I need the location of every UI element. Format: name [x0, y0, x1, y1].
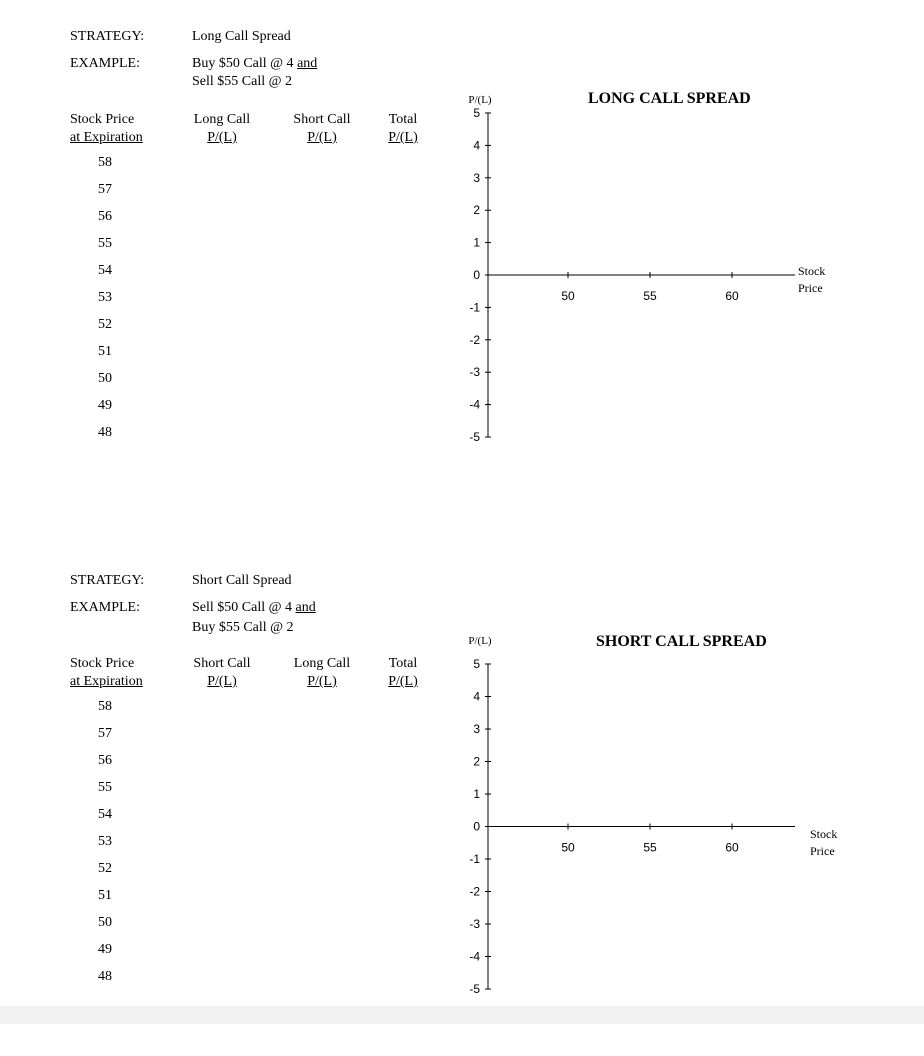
col-header-price-line-1: Stock Price: [70, 112, 135, 127]
col-header-3-line-1: Long Call: [293, 656, 351, 671]
x-tick-label: 55: [643, 840, 657, 855]
short-call-spread-section: [0, 544, 924, 1056]
y-tick-label: 4: [473, 138, 480, 153]
col-header-4-line-2: P/(L): [388, 130, 418, 145]
x-axis-label-line-1: Stock: [810, 827, 838, 841]
long-call-spread-section: [0, 0, 924, 512]
strategy-value: Long Call Spread: [192, 29, 291, 44]
page-bottom-strip: [0, 1006, 924, 1024]
y-axis-label: P/(L): [468, 94, 492, 106]
x-tick-label: 55: [643, 289, 657, 303]
price-row: 49: [98, 942, 112, 957]
long-call-spread-chart: [440, 0, 860, 470]
y-tick-label: -4: [469, 949, 480, 964]
y-tick-label: 1: [473, 235, 480, 250]
example-line-1-text: Sell $50 Call @ 4: [192, 600, 293, 615]
col-header-2-line-2: P/(L): [207, 674, 237, 689]
col-header-3-line-1: Short Call: [293, 112, 351, 127]
x-tick-label: 50: [561, 289, 575, 303]
y-tick-label: 3: [473, 722, 480, 736]
x-tick-label: 50: [561, 840, 575, 855]
y-tick-label: 3: [473, 170, 480, 185]
price-row: 48: [98, 425, 112, 440]
y-tick-label: 5: [473, 106, 480, 120]
price-row: 53: [98, 290, 112, 305]
price-row: 51: [98, 344, 112, 359]
example-and: and: [295, 600, 316, 615]
example-line-2: Sell $55 Call @ 2: [192, 74, 293, 89]
price-row: 56: [98, 209, 112, 224]
example-label: EXAMPLE:: [70, 600, 140, 615]
y-axis-label: P/(L): [468, 635, 492, 647]
example-and: and: [297, 56, 318, 71]
col-header-3-line-2: P/(L): [307, 130, 337, 145]
strategy-label: STRATEGY:: [70, 29, 145, 44]
col-header-4-line-2: P/(L): [388, 674, 418, 689]
col-header-price-line-2: at Expiration: [70, 674, 143, 689]
col-header-4-line-1: Total: [388, 656, 418, 671]
col-header-2-line-1: Long Call: [193, 112, 251, 127]
price-row: 52: [98, 317, 112, 332]
y-tick-label: -3: [469, 365, 480, 380]
x-axis-label-line-2: Price: [798, 281, 823, 295]
x-tick-label: 60: [725, 289, 739, 303]
price-row: 51: [98, 888, 112, 903]
price-row: 53: [98, 834, 112, 849]
col-header-price-line-2: at Expiration: [70, 130, 143, 145]
y-tick-label: -5: [469, 430, 480, 444]
y-tick-label: 5: [473, 657, 480, 671]
price-row: 55: [98, 780, 112, 795]
price-row: 56: [98, 753, 112, 768]
x-tick-label: 60: [725, 840, 739, 855]
strategy-value: Short Call Spread: [192, 573, 292, 588]
price-row: 52: [98, 861, 112, 876]
price-row: 58: [98, 699, 112, 714]
chart-title: SHORT CALL SPREAD: [596, 633, 767, 650]
y-tick-label: -1: [469, 300, 480, 315]
price-row: 49: [98, 398, 112, 413]
y-tick-label: -1: [469, 852, 480, 866]
y-tick-label: 1: [473, 787, 480, 801]
price-row: 57: [98, 182, 112, 197]
y-tick-label: -2: [469, 884, 480, 899]
col-header-3-line-2: P/(L): [307, 674, 337, 689]
price-row: 50: [98, 915, 112, 930]
y-tick-label: 2: [473, 754, 480, 769]
y-tick-label: -3: [469, 917, 480, 931]
y-tick-label: -4: [469, 397, 480, 412]
x-axis-label-line-1: Stock: [798, 264, 826, 278]
y-tick-label: 0: [473, 268, 480, 282]
strategy-label: STRATEGY:: [70, 573, 145, 588]
y-tick-label: 2: [473, 203, 480, 218]
price-row: 58: [98, 155, 112, 170]
price-row: 54: [98, 263, 112, 278]
col-header-price-line-1: Stock Price: [70, 656, 135, 671]
col-header-2-line-1: Short Call: [193, 656, 251, 671]
price-row: 57: [98, 726, 112, 741]
y-tick-label: 0: [473, 819, 480, 834]
example-label: EXAMPLE:: [70, 56, 140, 71]
y-tick-label: 4: [473, 689, 480, 704]
col-header-4-line-1: Total: [388, 112, 418, 127]
example-line-1: [192, 599, 316, 617]
col-header-2-line-2: P/(L): [207, 130, 237, 145]
y-tick-label: -5: [469, 982, 480, 996]
price-row: 48: [98, 969, 112, 984]
price-row: 55: [98, 236, 112, 251]
example-line-1-text: Buy $50 Call @ 4: [192, 56, 294, 71]
price-row: 54: [98, 807, 112, 822]
chart-title: LONG CALL SPREAD: [588, 90, 751, 107]
example-line-1: [192, 55, 317, 73]
short-call-spread-chart: [440, 544, 860, 1014]
price-row: 50: [98, 371, 112, 386]
y-tick-label: -2: [469, 332, 480, 347]
example-line-2: Buy $55 Call @ 2: [192, 620, 294, 635]
x-axis-label-line-2: Price: [810, 844, 835, 858]
